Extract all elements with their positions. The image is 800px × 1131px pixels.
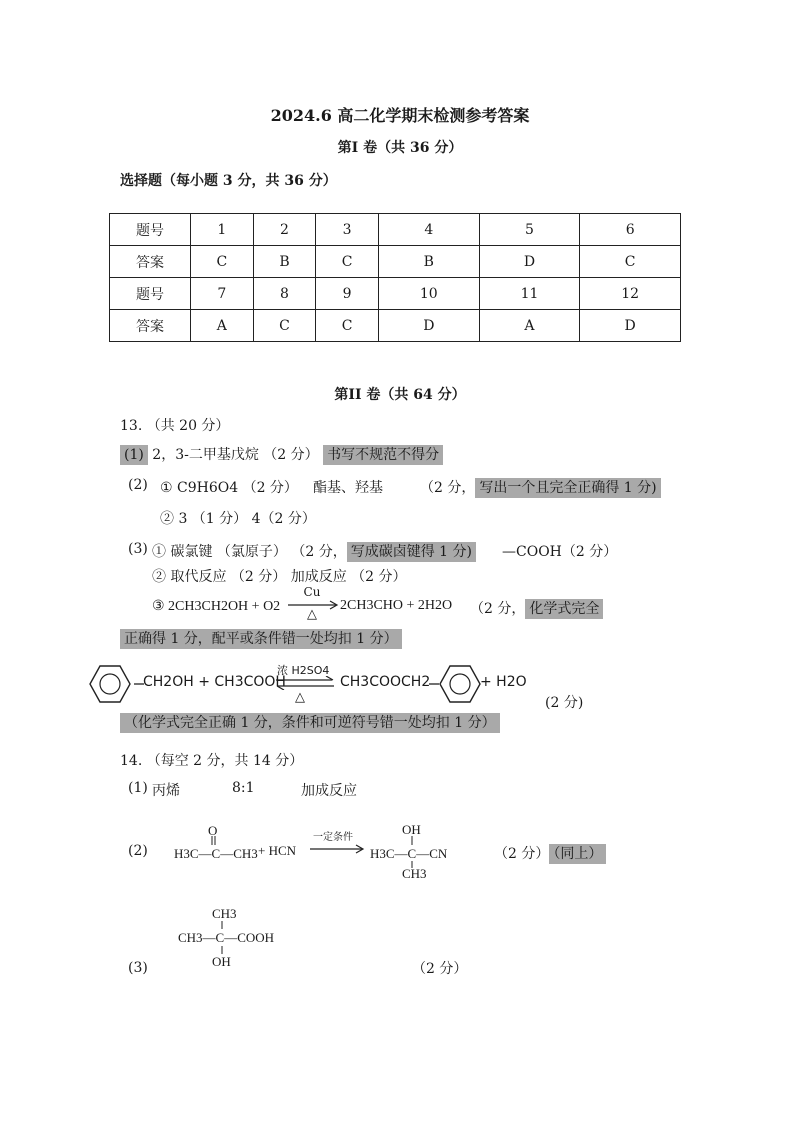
bond-oh [409,836,415,846]
q13-p2-note: 写出一个且完全正确得 1 分) [475,478,660,498]
q13-p3-eq-right: 2CH3CHO + 2H2O [340,598,453,613]
q14-p2-score-text: （2 分） [494,846,550,862]
q14-p3-top: CH3 [212,906,237,921]
row-label: 题号 [110,214,191,246]
table-cell: A [191,310,254,342]
page-title: 2024.6 高二化学期末检测参考答案 [270,106,530,125]
q13-p3-eq-score [470,598,603,618]
table-cell: B [378,246,479,278]
table-row [110,278,681,310]
ester-lhs: CH2OH + CH3COOH [143,674,286,690]
table-cell: 11 [479,278,580,310]
table-cell: 10 [378,278,479,310]
table-cell: C [191,246,254,278]
q14-p2-score [494,843,606,863]
table-row [110,246,681,278]
table-cell: D [479,246,580,278]
q13-p3-line2: ② 取代反应 （2 分） 加成反应 （2 分） [152,569,407,585]
ester-cond-bottom: △ [295,690,305,705]
q13-p3-num: (3) [128,541,148,557]
double-bond-o [209,836,219,846]
q14-p2-rhs: H3C—C—CN [370,846,448,861]
q13-p2-line2: ② 3 （1 分） 4（2 分） [160,511,316,527]
q13-p1 [120,444,443,464]
table-cell: 2 [253,214,316,246]
q13-p2-num: (2) [128,477,148,493]
answer-table [109,213,681,342]
q14-p2-rhs-top: OH [402,822,421,837]
q13-p2-score [420,477,661,497]
q13-p1-num: (1) [120,445,148,465]
table-cell: B [253,246,316,278]
table-cell: 4 [378,214,479,246]
table-cell: C [316,310,379,342]
q13-p1-note: 书写不规范不得分 [323,445,443,465]
table-cell: A [479,310,580,342]
q13-p3-eq-left: ③ 2CH3CH2OH + O2 [152,599,281,614]
ester-water: + H2O [480,674,527,690]
table-cell: 9 [316,278,379,310]
q14-p2-lhs: H3C—C—CH3 [174,846,258,861]
q14-p2-plus: + HCN [258,843,297,858]
part1-heading: 第I 卷（共 36 分） [337,140,463,156]
table-cell: 1 [191,214,254,246]
q14-p3-mid: CH3—C—COOH [178,930,275,945]
row-label: 答案 [110,246,191,278]
q13-p3-note2b-wrap [120,628,402,648]
q14-p2-rhs-bottom: CH3 [402,866,427,881]
table-cell: 5 [479,214,580,246]
q13-p3-a-text: ① 碳氯键 （氯原子） （2 分， [152,544,347,560]
q13-p3-cond-bottom: △ [307,607,317,622]
table-row [110,214,681,246]
q13-title: 13. （共 20 分） [120,418,230,434]
reversible-arrow [274,676,336,690]
q14-p3-num: (3) [128,960,148,976]
q13-p2-score-text: （2 分， [420,480,476,496]
q13-p2-groups: 酯基、羟基 [313,480,383,496]
q14-p2-arrow [308,844,366,854]
table-cell: 7 [191,278,254,310]
table-cell: D [378,310,479,342]
ester-note: （化学式完全正确 1 分，条件和可逆符号错一处均扣 1 分） [120,713,500,733]
table-cell: 6 [580,214,681,246]
q14-p2-num: (2) [128,843,148,859]
bond-top [219,921,225,930]
q13-p1-answer: 2，3-二甲基戊烷 （2 分） [152,447,319,463]
table-row [110,310,681,342]
q13-p3-note: 写成碳卤键得 1 分) [347,542,476,562]
benzene-ring-right [438,664,484,704]
table-cell: C [253,310,316,342]
q13-p3-note2a: 化学式完全 [525,599,603,619]
part1-section-title: 选择题（每小题 3 分，共 36 分） [120,173,337,189]
table-cell: 8 [253,278,316,310]
q13-p3-eq-score-text: （2 分， [470,601,526,617]
q14-p1-a: 丙烯 [152,783,180,799]
table-cell: C [580,246,681,278]
q14-p2-cond: 一定条件 [313,832,353,843]
ester-note-wrap [120,712,500,732]
q14-p3-score: （2 分） [412,961,468,977]
row-label: 题号 [110,278,191,310]
q13-p3-note2b: 正确得 1 分，配平或条件错一处均扣 1 分） [120,629,402,649]
q14-p3-bottom: OH [212,954,231,969]
table-cell: C [316,246,379,278]
q13-p3-a [152,541,476,561]
row-label: 答案 [110,310,191,342]
ester-score: (2 分) [545,695,584,711]
q13-p2-formula: ① C9H6O4 （2 分） [160,480,298,496]
ester-rhs: CH3COOCH2 [340,674,431,690]
q13-p3-cond-top: Cu [303,585,321,599]
q14-p1-c: 加成反应 [301,783,357,799]
table-cell: D [580,310,681,342]
q14-p1-b: 8:1 [232,780,255,796]
q14-p2-lhs-top: O [208,823,218,838]
q14-title: 14. （每空 2 分，共 14 分） [120,753,304,769]
q13-p3-cooh: —COOH（2 分） [502,544,618,560]
table-cell: 12 [580,278,681,310]
q14-p1-num: (1) [128,780,148,796]
benzene-ring-left [88,664,134,704]
ester-cond-top: 浓 H2SO4 [277,664,330,677]
q14-p2-note: （同上） [549,844,606,864]
table-cell: 3 [316,214,379,246]
part2-heading: 第II 卷（共 64 分） [334,387,466,403]
